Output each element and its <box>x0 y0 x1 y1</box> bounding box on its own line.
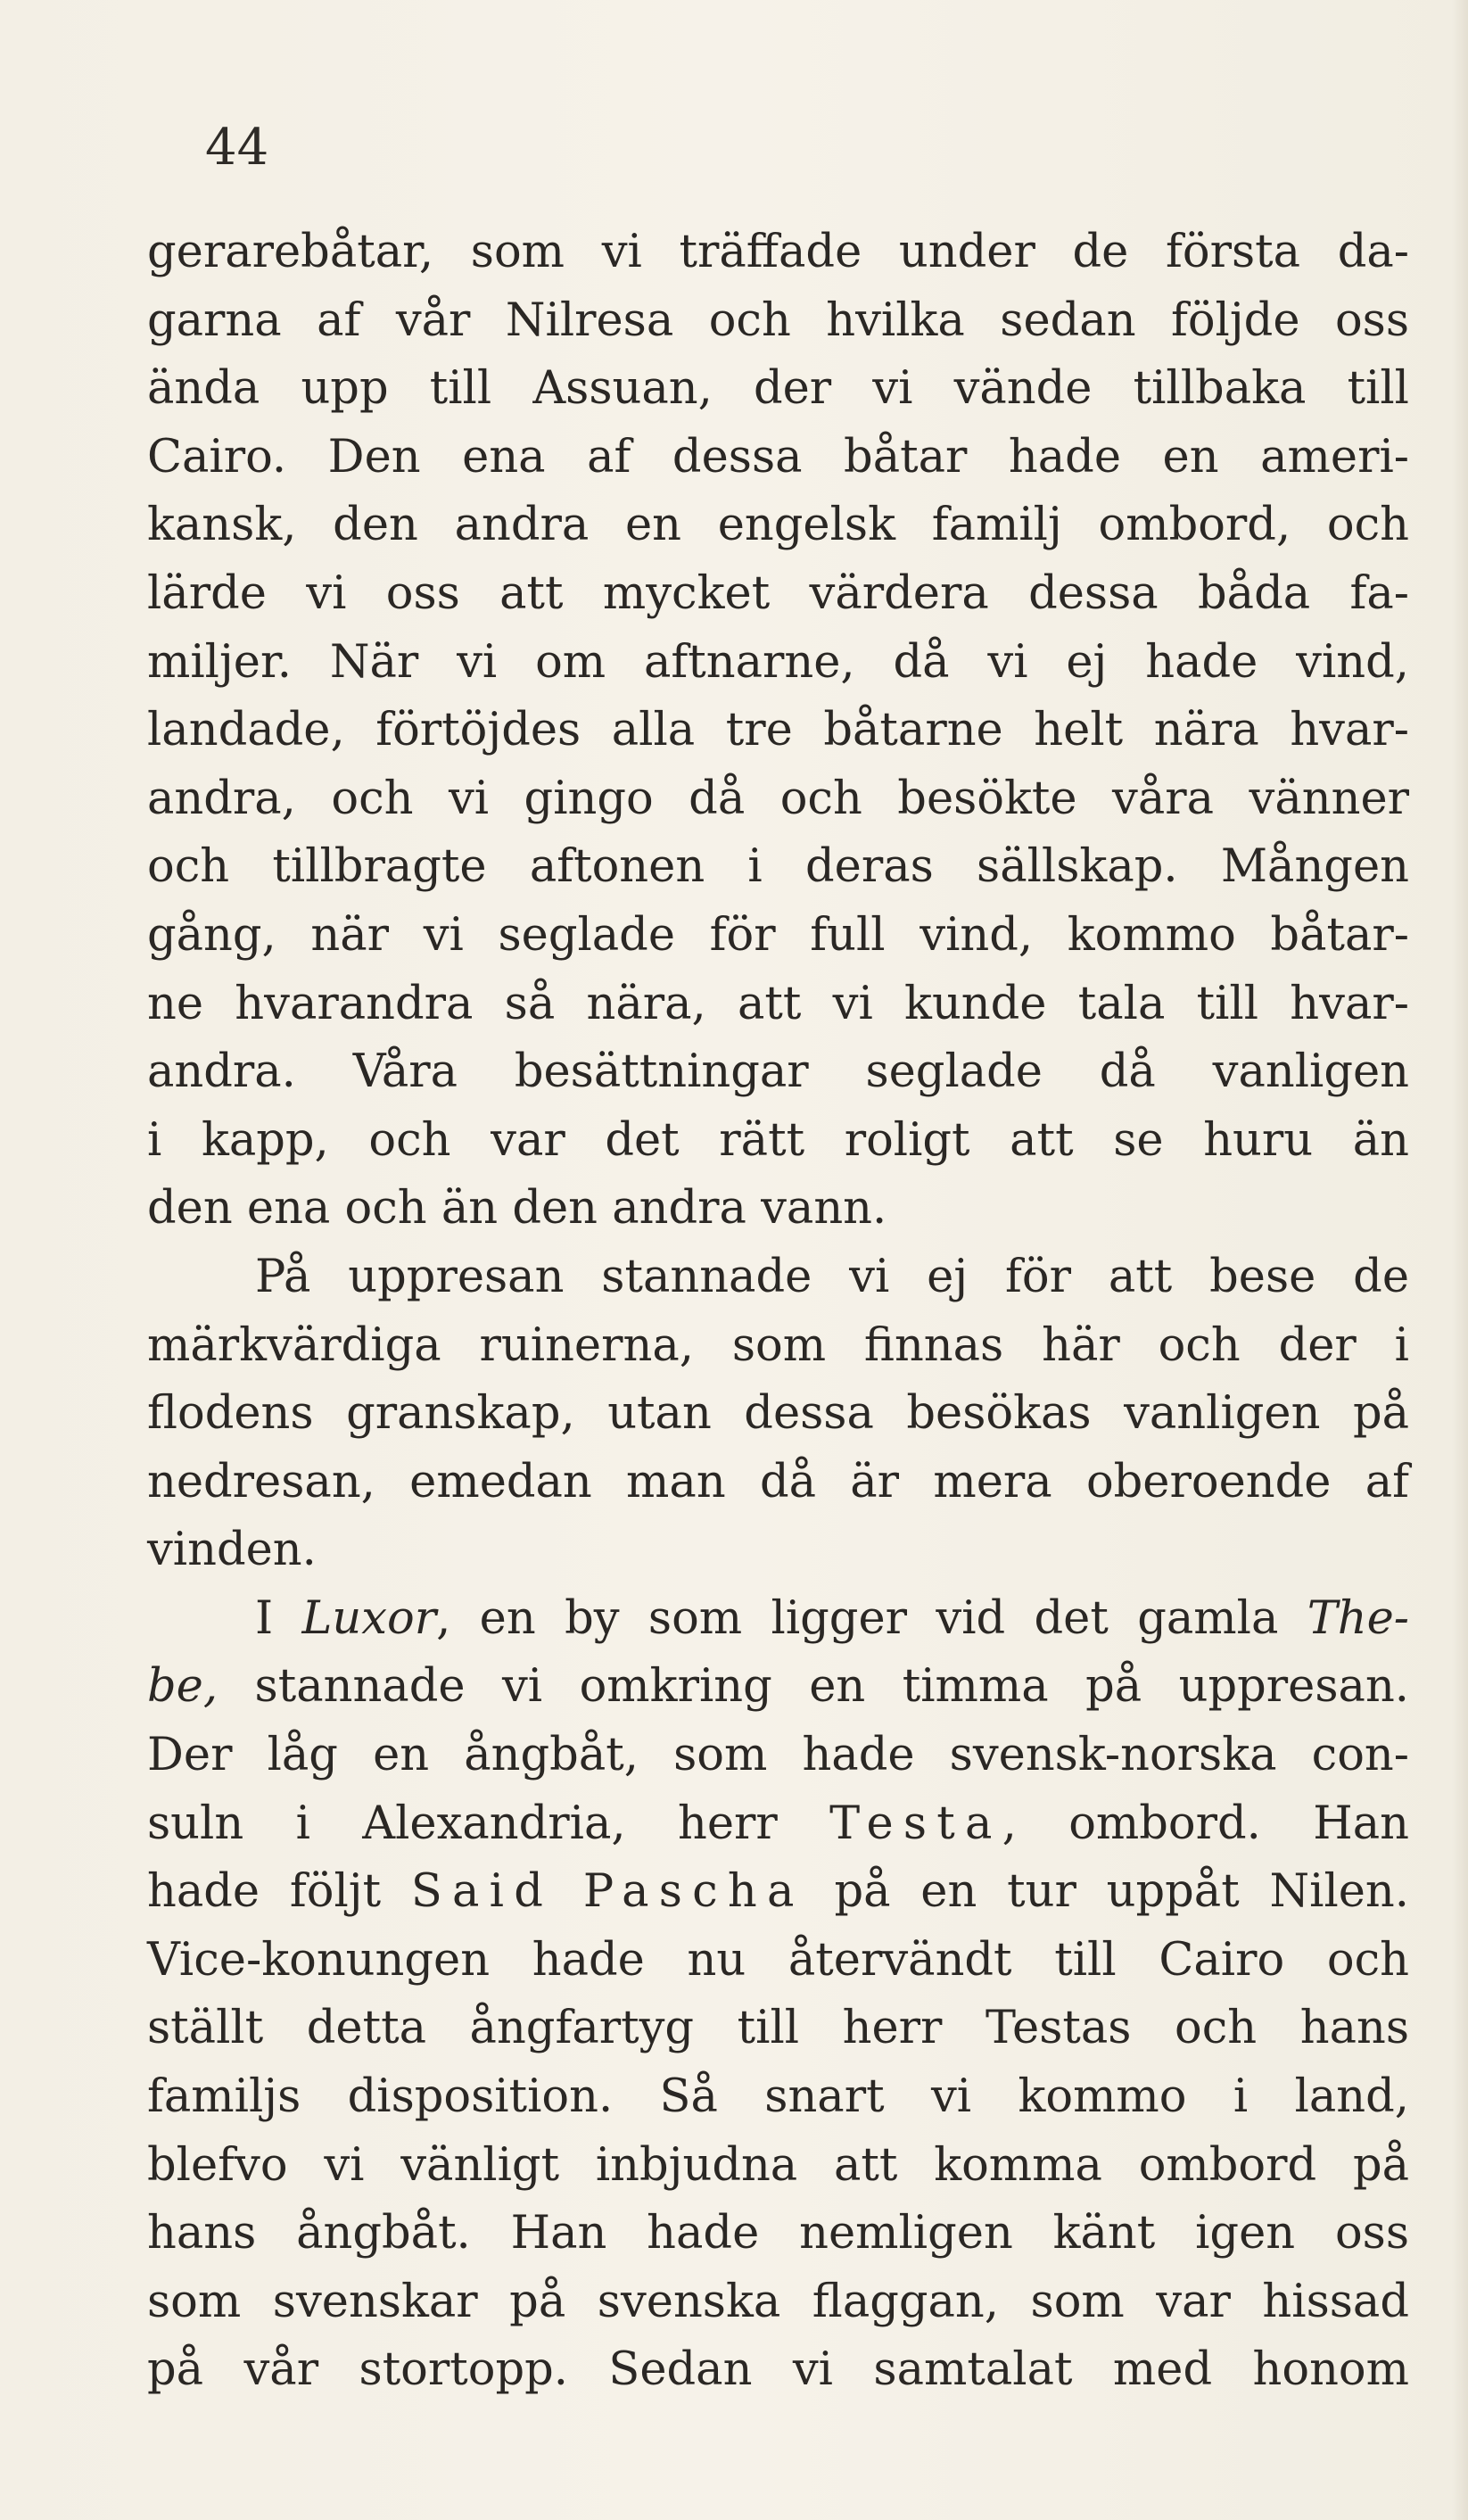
text-line: nedresan, emedan man då är mera oberoende af <box>147 1455 1409 1508</box>
place-name-thebe-cont: be, <box>147 1660 219 1714</box>
text-line: gång, när vi seglade för full vind, kommo båtar- <box>147 908 1409 962</box>
text-line: kansk, den andra en engelsk familj ombord, och <box>147 499 1409 552</box>
text-line: lärde vi oss att mycket värdera dessa båda fa- <box>147 566 1409 620</box>
text-line: andra, och vi gingo då och besökte våra vänner <box>147 772 1409 825</box>
text-run <box>553 1865 583 1918</box>
paragraph-start-line: På uppresan stannade vi ej för att bese de <box>255 1250 1409 1303</box>
text-line: ända upp till Assuan, der vi vände tillbaka till <box>147 362 1409 416</box>
text-line: blefvo vi vänligt inbjudna att komma ombord på <box>147 2138 1409 2192</box>
text-line: gerarebåtar, som vi träffade under de första da- <box>147 226 1409 278</box>
text-run: på en tur uppåt Nilen. <box>804 1865 1409 1919</box>
text-line: miljer. När vi om aftnarne, då vi ej hade vind, <box>147 635 1409 689</box>
text-line: garna af vår Nilresa och hvilka sedan följde oss <box>147 293 1409 347</box>
text-run: stannade vi omkring en timma på uppresan. <box>218 1660 1409 1714</box>
text-run: I <box>255 1591 302 1645</box>
place-name-thebe: The- <box>1307 1591 1410 1645</box>
text-run: suln i Alexandria, herr <box>147 1797 830 1850</box>
person-name-said: Said <box>410 1865 554 1919</box>
text-line <box>147 1653 1409 1722</box>
paragraph-start-line <box>147 1585 1409 1654</box>
page-number: 44 <box>205 119 269 177</box>
text-run: hade följt <box>147 1865 411 1919</box>
text-line <box>147 1858 1409 1927</box>
place-name-luxor: Luxor <box>301 1591 437 1645</box>
text-line: Cairo. Den ena af dessa båtar hade en ameri- <box>147 430 1409 483</box>
paragraph-end-line: vinden. <box>147 1524 317 1577</box>
text-run: , en by som ligger vid det gamla <box>436 1591 1307 1645</box>
text-line: som svenskar på svenska flaggan, som var hissad <box>147 2275 1409 2328</box>
text-line: ställt detta ångfartyg till herr Testas och hans <box>147 2002 1409 2055</box>
page-edge <box>1452 0 1468 2520</box>
text-line <box>147 1790 1409 1859</box>
text-run: , ombord. Han <box>1002 1797 1409 1850</box>
person-name-pascha: Pascha <box>582 1865 804 1919</box>
text-line: märkvärdiga ruinerna, som finnas här och der i <box>147 1318 1409 1372</box>
text-line: andra. Våra besättningar seglade då vanligen <box>147 1045 1409 1099</box>
text-line: ne hvarandra så nära, att vi kunde tala till hvar- <box>147 977 1409 1030</box>
text-line: familjs disposition. Så snart vi kommo i land, <box>147 2070 1409 2124</box>
text-line: hans ångbåt. Han hade nemligen känt igen oss <box>147 2207 1409 2260</box>
person-name-testa: Testa <box>829 1797 1002 1850</box>
text-line: och tillbragte aftonen i deras sällskap. Mången <box>147 840 1409 894</box>
text-line: Vice-konungen hade nu återvändt till Cairo och <box>147 1933 1409 1987</box>
text-line: flodens granskap, utan dessa besökas vanligen på <box>147 1387 1409 1441</box>
paragraph-end-line: den ena och än den andra vann. <box>147 1182 887 1235</box>
text-line: Der låg en ångbåt, som hade svensk-norska con- <box>147 1729 1409 1782</box>
text-line: i kapp, och var det rätt roligt att se huru än <box>147 1113 1409 1167</box>
body-text <box>147 219 1409 2405</box>
text-line: landade, förtöjdes alla tre båtarne helt nära hvar- <box>147 704 1409 757</box>
text-line: på vår stortopp. Sedan vi samtalat med honom <box>147 2343 1409 2397</box>
